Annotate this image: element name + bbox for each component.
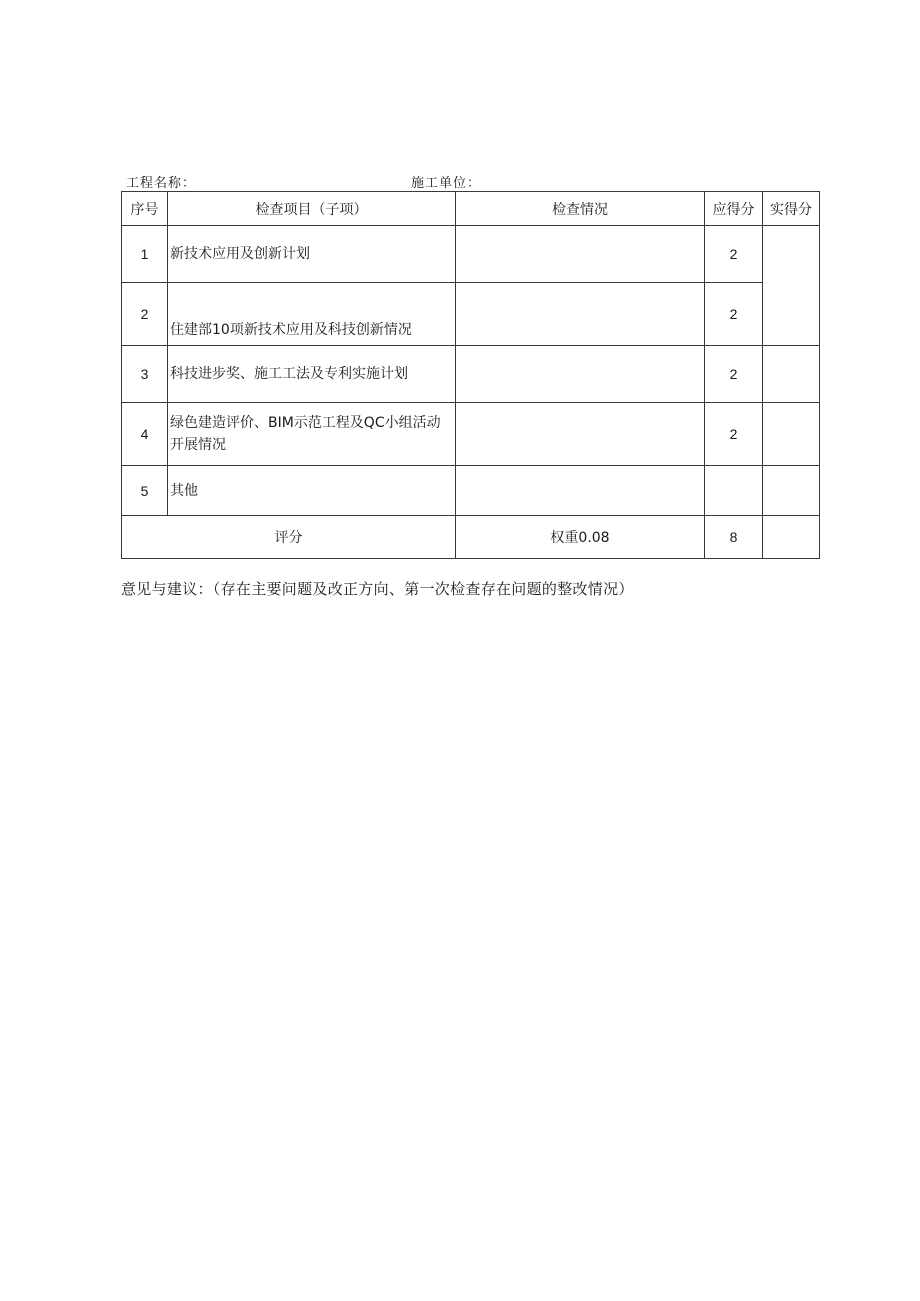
row-status[interactable] (456, 226, 705, 283)
row-due-score: 2 (705, 226, 763, 283)
column-header-actual-score: 实得分 (763, 192, 820, 226)
column-header-item: 检查项目（子项） (168, 192, 456, 226)
table-row (122, 346, 820, 403)
row-actual-score[interactable] (763, 346, 820, 403)
row-item: 新技术应用及创新计划 (168, 226, 456, 283)
table-row (122, 226, 820, 283)
row-actual-score[interactable] (763, 466, 820, 516)
row-number: 5 (122, 466, 168, 516)
row-due-score: 2 (705, 283, 763, 346)
row-item: 住建部10项新技术应用及科技创新情况 (168, 283, 456, 346)
summary-weight: 权重0.08 (456, 516, 705, 559)
row-item: 科技进步奖、施工工法及专利实施计划 (168, 346, 456, 403)
row-number: 3 (122, 346, 168, 403)
row-due-score (705, 466, 763, 516)
summary-actual-total[interactable] (763, 516, 820, 559)
column-header-no: 序号 (122, 192, 168, 226)
row-item: 其他 (168, 466, 456, 516)
table-row (122, 283, 820, 346)
row-status[interactable] (456, 283, 705, 346)
row-status[interactable] (456, 466, 705, 516)
row-due-score: 2 (705, 403, 763, 466)
summary-due-total: 8 (705, 516, 763, 559)
row-number: 1 (122, 226, 168, 283)
inspection-table (121, 191, 820, 559)
row-status[interactable] (456, 346, 705, 403)
row-actual-score[interactable] (763, 403, 820, 466)
table-row (122, 403, 820, 466)
row-item: 绿色建造评价、BIM示范工程及QC小组活动开展情况 (168, 403, 456, 466)
column-header-due-score: 应得分 (705, 192, 763, 226)
table-header-row (122, 192, 820, 226)
row-status[interactable] (456, 403, 705, 466)
contractor-label: 施工单位： (411, 176, 482, 191)
row-actual-score[interactable] (763, 226, 820, 346)
column-header-status: 检查情况 (456, 192, 705, 226)
row-number: 4 (122, 403, 168, 466)
remarks-label: 意见与建议：（存在主要问题及改正方向、第一次检查存在问题的整改情况） (121, 580, 634, 598)
project-name-label: 工程名称： (126, 176, 197, 191)
summary-row (122, 516, 820, 559)
summary-label: 评分 (122, 516, 456, 559)
row-due-score: 2 (705, 346, 763, 403)
row-number: 2 (122, 283, 168, 346)
table-row (122, 466, 820, 516)
